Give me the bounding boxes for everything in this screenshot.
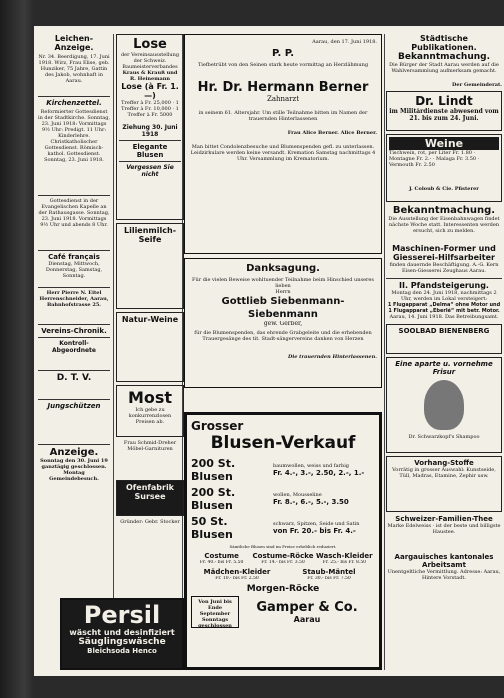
soolbad-ad [386,324,502,354]
bekannt2-title: Bekanntmachung. [392,205,496,216]
persil-line2: Säuglingswäsche [78,637,166,647]
anzeige-title: Anzeige. [49,447,99,458]
category-item [191,568,283,582]
jung-title: Jungschützen [47,402,101,410]
pp-family: Frau Alice Berner. Alice Berner. [287,130,377,136]
category-name: Staub-Mäntel [302,568,356,576]
knetwol-title: Vorhang-Stoffe [414,459,474,467]
blusen-desc: baumwollen, weiss und farbig [273,463,350,469]
masch-text: finden dauernde Beschäftigung. A.-G. Kern Eisen-Giesserei Zeughaus Aarau. [389,262,499,274]
blusen-qty: 200 St. Blusen [191,486,236,512]
column-divider [113,34,114,670]
lose-body: Treffer à Fr. 25,000 · 1 Treffer à Fr. 10,000 · 1 Treffer à Fr. 5000 [121,100,179,118]
persil-title: Persil [83,601,161,629]
category-item [191,552,252,566]
category-price: Fr. 40.- bis Fr. 5.50 [199,560,244,565]
pp-notice [184,34,382,254]
ofen-title: Ofenfabrik Sursee [125,483,174,501]
blusen-desc: wollen, Mousseline [273,492,322,498]
pp-intro: Tiefbetrübt von den Seinen stark heute vormittag an Herzlähmung [197,62,369,68]
dr-role: Zahnarzt [266,95,300,103]
natur-ad [116,312,184,382]
woman-portrait-icon [424,380,464,430]
lindt-text: im Militärdienste abwesend vom 21. bis zum 24. Juni. [389,108,499,122]
lilien-title: Lilienmilch-Seife [123,226,177,244]
persil-ad [60,598,184,670]
blusen-row [191,515,375,541]
pfand-title: II. Pfandsteigerung. [399,281,489,290]
lose-title: Lose [133,37,167,52]
blusen-row [191,486,375,512]
vereins-title: Vereins-Chronik. [41,327,107,335]
pp-date: Aarau, den 17. Juni 1918. [312,39,377,45]
weine-ad [386,134,502,202]
dank-intro: Für die vielen Beweise wohltuender Teilnahme beim Hinschied unseres lieben [192,277,374,289]
column-1 [38,34,110,494]
column-divider [384,34,385,670]
pp-note: Man bittet Condolenzbesuche und Blumenspenden gefl. zu unterlassen. Leidzirkulare werden keine versandt. Kremation Samstag nachmittags 4 Uhr. Versammlung im Krematorium. [190,144,376,162]
ad-note: Sämtliche Blusen sind im Preise erheblich reduziert. [229,544,337,549]
bekannt2-text: Die Ausstellung der Eisenbahnwagen findet nächste Woche statt. Interessenten werden ersucht, sich zu melden. [388,216,500,234]
ad-blusen: Blusen-Verkauf [210,433,356,453]
ad-firm: Gamper & Co. [256,600,358,615]
lose-text: der Vereinsausstellung der Schweiz. Baumeisterverbandes [120,52,180,70]
dank-name: Gottlieb Siebenmann-Siebenmann [221,296,345,320]
knetwol-text: Vorrätig in grosser Auswahl: Kunstseide, Tüll, Madras, Etamine, Zephir usw. [392,467,496,479]
soolbad-title: SOOLBAD BIENENBERG [398,327,490,335]
lose-big: Lose (à Fr. 1.—) [121,82,179,100]
weine-sign: J. Coloub & Cie. Pfisterer [409,186,479,192]
book-binding [0,0,34,698]
pfand-sign: Aarau, 14. Juni 1918. Das Betreibungsamt. [389,314,499,320]
ziehung: Ziehung 30. Juni 1918 [122,124,178,138]
vergessen-title: Vergessen Sie nicht [126,164,174,178]
gruender-text: Gründer: Gebr. Stocker [120,519,180,525]
newspaper-page [34,26,504,676]
blusen-qty: 200 St. Blusen [191,457,236,483]
category-name: Costume-Röcke [252,552,314,560]
frisur-text: Dr. Schwarzkopf's Shampoo [408,434,480,440]
pp-body: in seinem 61. Altersjahr. Um stille Teilnahme bitten im Namen der trauernden Hinterlassenen [198,110,368,122]
pfand-text: Montag den 24. Juni 1918, nachmittags 2 Uhr, werden im Lokal versteigert: [391,290,497,302]
category-name: Mädchen-Kleider [203,568,271,576]
natur-title: Natur-Weine [121,315,179,324]
bek-sign: Der Gemeinderat. [452,82,502,88]
arbeit-title: Aargauisches kantonales Arbeitsamt [394,553,494,569]
lose-names: Kraus & Krauß und R. Heinemann [122,70,178,82]
masch-title: Maschinen-Former und Giesserei-Hilfsarbeiter [392,244,496,262]
lose-ad [116,34,184,220]
leichen-text: Nr. 34. Beerdigung, 17. Juni 1918. Wirz, Frau Elise, geb. Hunziker, 75 Jahre, Gattin des Jakob, wohnhaft in Aarau. [38,54,110,84]
category-price: Fr. 25.- bis Fr. 8.50 [322,560,367,565]
sfthee-title: Schweizer-Familien-Thee [395,515,493,523]
ad-grosser: Grosser [191,419,244,433]
persil-line3: Bleichsoda Henco [87,647,157,655]
pub-title: Städtische Publikationen. [411,34,477,52]
elegant-title: Elegante Blusen [132,143,168,159]
kirchen-title: Kirchenzettel. [46,99,102,107]
dank-sign: Die trauernden Hinterlassenen. [287,354,377,360]
knetwol-ad [386,456,502,512]
blusen-price: Fr. 4.-, 3.-, 2.50, 2.-, 1.- [273,469,365,477]
dank-role: gew. Gerber, [263,321,303,327]
ad-closed: Von Juni bis Ende September Sonntags geschlossen [191,596,239,628]
pfand-item2: 1 Flugapparat „Eberlé“ mit betr. Motor. [388,308,500,314]
gamper-ad [184,412,382,670]
ad-town: Aarau [293,615,321,624]
persil-line1: wäscht und desinfiziert [69,628,175,637]
column-4 [386,34,502,585]
most-title: Most [127,388,173,407]
frisur-title: Eine aparte u. vornehme Frisur [395,360,493,376]
category-name: Wasch-Kleider [316,552,373,560]
gottesdienst-text: Gottesdienst in der Evangelischen Kapelle an der Rathausgasse. Sonntag, 23. Juni 1918. Vormittags 9½ Uhr und abends 8 Uhr. [38,198,110,228]
dank-herr: Herrn [275,289,291,295]
lilien-ad [116,223,184,309]
most-text: Ich gebe zu konkurrenzlosen Preisen ab. [128,407,172,425]
pp-title: P. P. [271,48,295,59]
category-price: Fr. 14.- bis Fr. 3.50 [261,560,305,565]
blusen-row [191,457,375,483]
weine-text: Tischwein, rot, per Liter Fr. 1.80 · Montagne Fr. 2.- · Malaga Fr. 3.50 · Vermouth Fr. 2.50 [389,150,480,168]
category-item [283,568,375,582]
category-price: Fr. 10.- bis Fr. 2.50 [215,576,259,581]
dr-name: Hr. Dr. Hermann Berner [197,80,369,95]
blusen-desc: schwarz, Spitzen, Seide und Satin [273,521,360,527]
blusen-price: von Fr. 20.- bis Fr. 4.- [273,527,356,535]
dank-body: für die Blumenspenden, das ehrende Grabgeleite und die erhebenden Trauergesänge des tit. Stadt-sängervereins danken von Herzen [194,330,372,342]
anzeige-text: Sonntag den 30. Juni 19 ganztägig geschlossen. Montag Gemeindebesuch. [40,458,108,482]
lindt-ad [386,91,502,131]
cafe-text: Dienstag, Mittwoch, Donnerstag, Samstag, Sonntag. [45,261,103,279]
pfand-item1: 1 Flugapparat „Delma“ ohne Motor und [387,302,501,308]
lindt-name: Dr. Lindt [415,94,473,108]
kontroll-title: Kontroll-Abgeordnete [52,340,96,354]
bek-text: Die Bürger der Stadt Aarau werden auf die Wahlversammlung aufmerksam gemacht. [389,62,499,74]
cafe-title: Café français [48,253,100,261]
herr-text: Herr Pierre N. Eitel Herrenschneider, Aarau, Bahnhofstrasse 25. [39,290,109,308]
frisur-ad [386,357,502,453]
blusen-qty: 50 St. Blusen [191,515,233,541]
category-item [252,552,313,566]
sfthee-text: Marke Edelweiss · ist der beste und billigste Haustee. [387,523,501,535]
dank-title: Danksagung. [246,263,320,274]
leichen-title: Leichen-Anzeige. [54,34,94,52]
bek-title: Bekanntmachung. [397,52,490,62]
category-item [314,552,375,566]
column-2 [116,34,184,547]
ofen-ad [116,480,184,516]
ad-morgen: Morgen-Röcke [246,584,320,594]
weine-title: Weine [389,137,499,150]
arbeit-text: Unentgeltliche Vermittlung. Adresse: Aarau, Hintere Vorstadt. [387,569,501,581]
blusen-price: Fr. 8.-, 6.-, 5.-, 3.50 [273,498,349,506]
dank-notice [184,258,382,388]
frau-text: Frau Schmid-Dreher Möbel-Garnituren [123,440,177,452]
most-ad [116,385,184,437]
kirchen-text: Reformierter Gottesdienst in der Stadtkirche. Sonntag, 23. Juni 1918: Vormittags 9½ Uhr: Predigt. 11 Uhr: Kinderlehre. Christkatholischer Gottesdienst. Römisch-kathol. Gottesdienst. Sonntag, 23. Juni 1918. [38,109,110,163]
category-price: Fr. 30.- bis Fr. 7.50 [307,576,351,581]
dtv-title: D. T. V. [56,373,92,383]
category-name: Costume [204,552,239,560]
